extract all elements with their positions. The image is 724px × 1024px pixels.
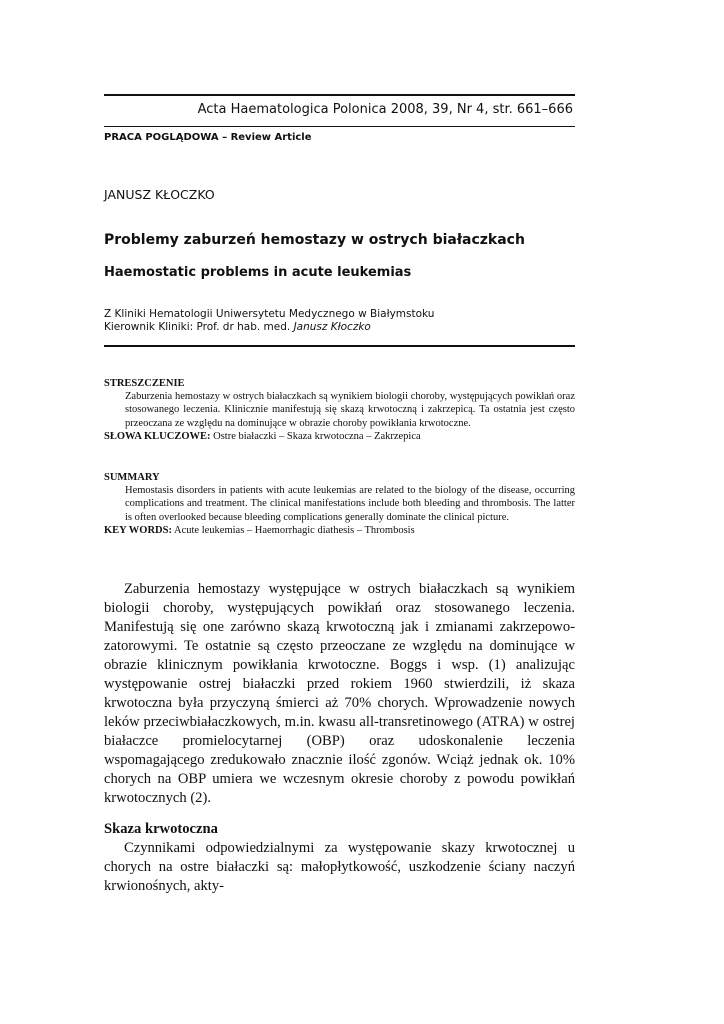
article-type: PRACA POGLĄDOWA – Review Article [104, 132, 312, 143]
affiliation [104, 308, 434, 334]
affiliation-head-name: Janusz Kłoczko [293, 321, 371, 333]
body-paragraph: Zaburzenia hemostazy występujące w ostrych białaczkach są wynikiem biologii choroby, występujących powikłań oraz stosowanego leczenia. Manifestują się one zarówno skazą krwotoczną jak i zmianami zakrzepowo-zatorowymi. Te ostatnie są często przeoczane ze względu na dominujące w obrazie klinicznym powikłania krwotoczne. Boggs i wsp. (1) analizując występowanie ostrej białaczki przed rokiem 1960 stwierdzili, iż skaza krwotoczna była przyczyną śmierci aż 70% chorych. Wprowadzenie nowych leków przeciwbiałaczkowych, m.in. kwasu all-transretinowego (ATRA) w ostrej białaczce promielocytarnej (OBP) oraz udoskonalenie leczenia wspomagającego zredukowało znacznie ilość zgonów. Wciąż jednak ok. 10% chorych na OBP umiera we wczesnym okresie choroby z powodu powikłań krwotocznych (2). [104, 581, 575, 806]
title-polish: Problemy zaburzeń hemostazy w ostrych białaczkach [104, 232, 525, 248]
title-english: Haemostatic problems in acute leukemias [104, 265, 412, 280]
affiliation-clinic: Z Kliniki Hematologii Uniwersytetu Medycznego w Białymstoku [104, 308, 435, 320]
top-rule [104, 94, 575, 96]
abstract-english-text: Hemostasis disorders in patients with acute leukemias are related to the biology of the disease, occurring complications and treatment. The clinical manifestations include both bleeding and thrombosis. The latter is often overlooked because bleeding complications generally dominate the clinical picture. [125, 485, 575, 523]
abstract-polish-text: Zaburzenia hemostazy w ostrych białaczkach są wynikiem biologii choroby, występujących powikłań oraz stosowanego leczenia. Klinicznie manifestują się skazą krwotoczną i zakrzepicą. Ta ostatnia jest często przeoczana ze względu na dominujące w obrazie choroby powikłania krwotoczne. [125, 391, 575, 429]
header-rule [104, 126, 575, 127]
section-heading: Skaza krwotoczna [104, 821, 218, 837]
article-body [104, 580, 575, 896]
abstract-polish-heading: STRESZCZENIE [104, 378, 185, 389]
affiliation-head [104, 321, 434, 334]
keywords-english-label: KEY WORDS: [104, 524, 172, 536]
affiliation-head-prefix: Kierownik Kliniki: Prof. dr hab. med. [104, 321, 294, 333]
author-name: JANUSZ KŁOCZKO [104, 187, 215, 202]
keywords-polish-label: SŁOWA KLUCZOWE: [104, 430, 211, 442]
abstract-english [104, 471, 575, 537]
affiliation-rule [104, 345, 575, 347]
keywords-english [104, 524, 575, 537]
body-paragraph: Czynnikami odpowiedzialnymi za występowanie skazy krwotocznej u chorych na ostre białaczki są: małopłytkowość, uszkodzenie ściany naczyń krwionośnych, akty- [104, 840, 575, 894]
keywords-polish [104, 430, 575, 443]
abstract-polish [104, 377, 575, 443]
keywords-polish-list: Ostre białaczki – Skaza krwotoczna – Zakrzepica [213, 430, 421, 442]
journal-citation: Acta Haematologica Polonica 2008, 39, Nr 4, str. 661–666 [197, 102, 573, 117]
keywords-english-list: Acute leukemias – Haemorrhagic diathesis – Thrombosis [174, 524, 415, 536]
abstract-english-heading: SUMMARY [104, 472, 160, 483]
